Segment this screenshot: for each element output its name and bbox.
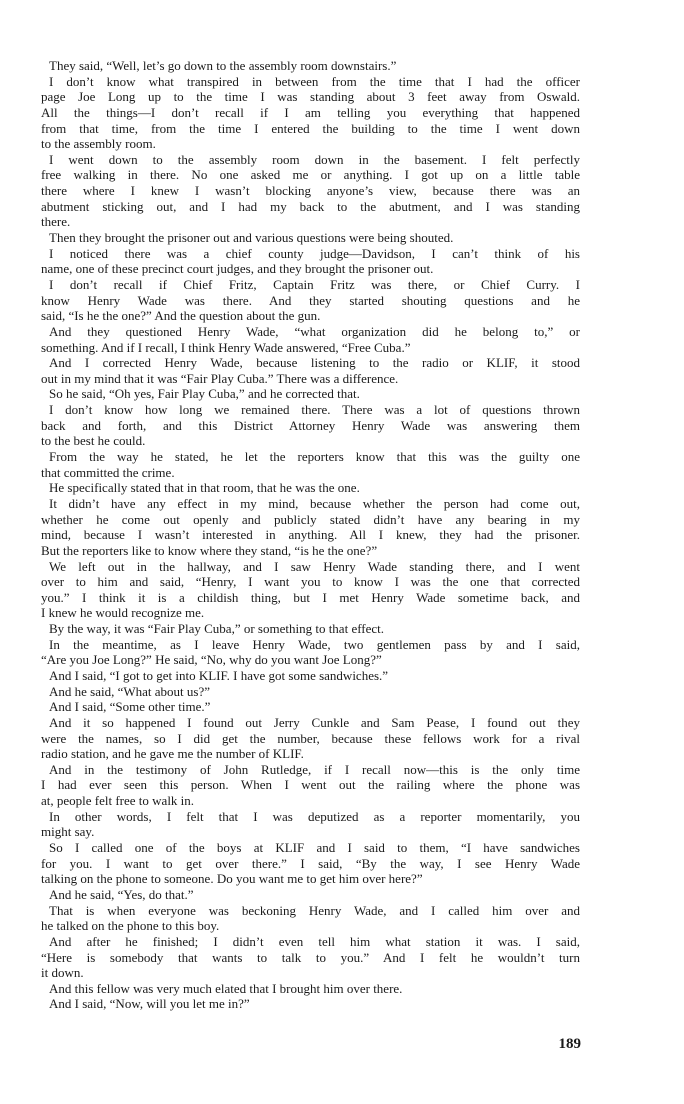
- text-line: And in the testimony of John Rutledge, if I recall now—this is the only time: [49, 761, 580, 777]
- text-line: In other words, I felt that I was deputized as a reporter momentarily, you: [49, 808, 580, 824]
- paragraph: [41, 386, 580, 402]
- paragraph: [41, 402, 580, 449]
- text-line: whether he come out openly and publicly stated didn’t have any bearing in my: [41, 511, 580, 527]
- text-line: abutment sticking out, and I had my back to the abutment, and I was standing: [41, 198, 580, 214]
- text-line: it down.: [41, 965, 84, 981]
- paragraph: [41, 887, 580, 903]
- text-line: to the best he could.: [41, 433, 146, 449]
- paragraph: [41, 809, 580, 840]
- paragraph: [41, 621, 580, 637]
- text-line: talking on the phone to someone. Do you want me to get him over here?”: [41, 871, 423, 887]
- text-line: And I corrected Henry Wade, because listening to the radio or KLIF, it stood: [49, 355, 580, 371]
- text-line: All the things—I don’t recall if I am telling you everything that happened: [41, 104, 580, 120]
- text-line: said, “Is he the one?” And the question about the gun.: [41, 308, 321, 324]
- text-line: that committed the crime.: [41, 464, 175, 480]
- text-line: to the assembly room.: [41, 136, 156, 152]
- text-line: He specifically stated that in that room, that he was the one.: [49, 480, 360, 496]
- paragraph: [41, 699, 580, 715]
- paragraph: [41, 934, 580, 981]
- text-line: They said, “Well, let’s go down to the assembly room downstairs.”: [49, 58, 397, 73]
- text-line: know Henry Wade was there. And they started shouting questions and he: [41, 292, 580, 308]
- text-line: From the way he stated, he let the reporters know that this was the guilty one: [49, 449, 580, 465]
- paragraph: [41, 230, 580, 246]
- paragraph: [41, 58, 580, 74]
- paragraph: [41, 840, 580, 887]
- text-line: It didn’t have any effect in my mind, because whether the person had come out,: [49, 495, 580, 511]
- text-line: there.: [41, 214, 71, 230]
- text-line: might say.: [41, 824, 95, 840]
- paragraph: [41, 496, 580, 559]
- text-line: for you. I want to get over there.” I said, “By the way, I see Henry Wade: [41, 855, 580, 871]
- paragraph: [41, 449, 580, 480]
- text-line: And he said, “What about us?”: [49, 683, 211, 699]
- text-line: from that time, from the time I entered the building to the time I went down: [41, 120, 580, 136]
- text-line: I noticed there was a chief county judge—Davidson, I can’t think of his: [49, 245, 580, 261]
- text-line: back and forth, and this District Attorney Henry Wade was answering them: [41, 417, 580, 433]
- paragraph: [41, 715, 580, 762]
- text-line: By the way, it was “Fair Play Cuba,” or something to that effect.: [49, 621, 385, 637]
- text-line: you.” I think it is a childish thing, but I met Henry Wade sometime back, and: [41, 589, 580, 605]
- paragraph: [41, 559, 580, 622]
- text-line: So I called one of the boys at KLIF and I said to them, “I have sandwiches: [49, 840, 580, 856]
- text-line: I don’t recall if Chief Fritz, Captain Fritz was there, or Chief Curry. I: [49, 276, 580, 292]
- text-line: That is when everyone was beckoning Henry Wade, and I called him over and: [49, 902, 580, 918]
- text-line: So he said, “Oh yes, Fair Play Cuba,” and he corrected that.: [49, 386, 360, 402]
- paragraph: [41, 903, 580, 934]
- text-line: I don’t know what transpired in between from the time that I had the officer: [49, 73, 580, 89]
- text-line: But the reporters like to know where they stand, “is he the one?”: [41, 542, 378, 558]
- text-line: Then they brought the prisoner out and various questions were being shouted.: [49, 230, 454, 246]
- text-line: page Joe Long up to the time I was standing about 3 feet away from Oswald.: [41, 89, 580, 105]
- text-line: over to him and said, “Henry, I want you to know I was the one that corrected: [41, 574, 580, 590]
- text-line: And they questioned Henry Wade, “what organization did he belong to,” or: [49, 323, 580, 339]
- text-line: I had ever seen this person. When I went out the railing where the phone was: [41, 777, 580, 793]
- text-line: I went down to the assembly room down in the basement. I felt perfectly: [49, 151, 580, 167]
- text-line: I don’t know how long we remained there. There was a lot of questions thrown: [49, 402, 580, 418]
- text-line: And I said, “Some other time.”: [49, 699, 211, 715]
- paragraph: [41, 277, 580, 324]
- text-line: he talked on the phone to this boy.: [41, 918, 220, 934]
- text-line: something. And if I recall, I think Henry Wade answered, “Free Cuba.”: [41, 339, 411, 355]
- text-line: In the meantime, as I leave Henry Wade, two gentlemen pass by and I said,: [49, 636, 580, 652]
- text-line: And this fellow was very much elated that I brought him over there.: [49, 980, 403, 996]
- text-line: And it so happened I found out Jerry Cunkle and Sam Pease, I found out they: [49, 714, 580, 730]
- text-line: radio station, and he gave me the number of KLIF.: [41, 746, 304, 762]
- paragraph: [41, 324, 580, 355]
- text-line: mind, because I wasn’t interested in anything. All I knew, they had the prisoner.: [41, 527, 580, 543]
- paragraph: [41, 355, 580, 386]
- text-line: at, people felt free to walk in.: [41, 793, 195, 809]
- text-line: And after he finished; I didn’t even tell him what station it was. I said,: [49, 933, 580, 949]
- text-line: And he said, “Yes, do that.”: [49, 886, 194, 902]
- text-line: And I said, “I got to get into KLIF. I have got some sandwiches.”: [49, 667, 389, 683]
- paragraph: [41, 668, 580, 684]
- paragraph: [41, 480, 580, 496]
- text-line: I knew he would recognize me.: [41, 605, 205, 621]
- text-line: there where I knew I wasn’t blocking anyone’s view, because there was an: [41, 183, 580, 199]
- paragraph: [41, 762, 580, 809]
- paragraph: [41, 684, 580, 700]
- text-line: free walking in there. No one asked me or anything. I got up on a little table: [41, 167, 580, 183]
- text-line: “Here is somebody that wants to talk to you.” And I felt he wouldn’t turn: [41, 949, 580, 965]
- paragraph: [41, 996, 580, 1012]
- document-body: [41, 58, 580, 1012]
- text-line: And I said, “Now, will you let me in?”: [49, 996, 250, 1012]
- paragraph: [41, 152, 580, 230]
- text-line: out in my mind that it was “Fair Play Cuba.” There was a difference.: [41, 370, 399, 386]
- paragraph: [41, 637, 580, 668]
- paragraph: [41, 246, 580, 277]
- text-line: name, one of these precinct court judges, and they brought the prisoner out.: [41, 261, 434, 277]
- page-number: 189: [558, 1036, 581, 1052]
- text-line: “Are you Joe Long?” He said, “No, why do you want Joe Long?”: [41, 652, 382, 668]
- text-line: were the names, so I did get the number, because these fellows work for a rival: [41, 730, 580, 746]
- text-line: We left out in the hallway, and I saw Henry Wade standing there, and I went: [49, 558, 580, 574]
- paragraph: [41, 74, 580, 152]
- paragraph: [41, 981, 580, 997]
